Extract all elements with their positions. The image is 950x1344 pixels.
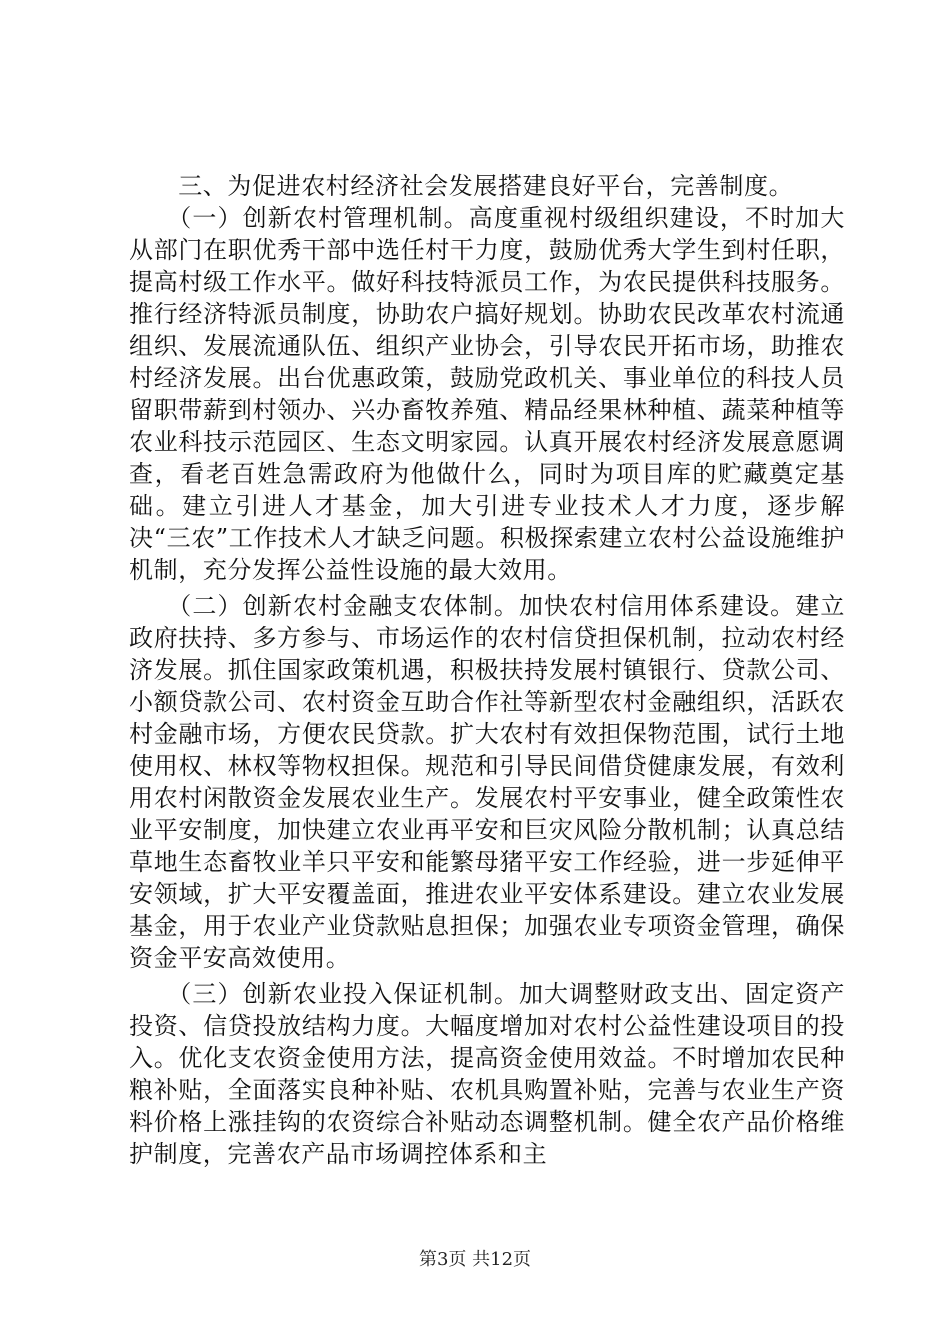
- section-heading: 三、为促进农村经济社会发展搭建良好平台，完善制度。: [129, 172, 794, 200]
- paragraph-agricultural-investment: （三）创新农业投入保证机制。加大调整财政支出、固定资产投资、信贷投放结构力度。大幅度增加对农村公益性建设项目的投入。优化支农资金使用方法，提高资金使用效益。不时增加农民种粮补贴，全面落实良种补贴、农机具购置补贴，完善与农业生产资料价格上涨挂钩的农资综合补贴动态调整机制。健全农产品价格维护制度，完善农产品市场调控体系和主: [129, 980, 845, 1168]
- page-number-footer: 第3页 共12页: [418, 1249, 532, 1270]
- paragraph-rural-finance: （二）创新农村金融支农体制。加快农村信用体系建设。建立政府扶持、多方参与、市场运作的农村信贷担保机制，拉动农村经济发展。抓住国家政策机遇，积极扶持发展村镇银行、贷款公司、小额贷款公司、农村资金互助合作社等新型农村金融组织，活跃农村金融市场，方便农民贷款。扩大农村有效担保物范围，试行土地使用权、林权等物权担保。规范和引导民间借贷健康发展，有效利用农村闲散资金发展农业生产。发展农村平安事业，健全政策性农业平安制度，加快建立农业再平安和巨灾风险分散机制；认真总结草地生态畜牧业羊只平安和能繁母猪平安工作经验，进一步延伸平安领域，扩大平安覆盖面，推进农业平安体系建设。建立农业发展基金，用于农业产业贷款贴息担保；加强农业专项资金管理，确保资金平安高效使用。: [129, 592, 845, 972]
- paragraph-rural-management: （一）创新农村管理机制。高度重视村级组织建设，不时加大从部门在职优秀干部中选任村干力度，鼓励优秀大学生到村任职，提高村级工作水平。做好科技特派员工作，为农民提供科技服务。推行经济特派员制度，协助农户搞好规划。协助农民改革农村流通组织、发展流通队伍、组织产业协会，引导农民开拓市场，助推农村经济发展。出台优惠政策，鼓励党政机关、事业单位的科技人员留职带薪到村领办、兴办畜牧养殖、精品经果林种植、蔬菜种植等农业科技示范园区、生态文明家园。认真开展农村经济发展意愿调查，看老百姓急需政府为他做什么，同时为项目库的贮藏奠定基础。建立引进人才基金，加大引进专业技术人才力度，逐步解决“三农”工作技术人才缺乏问题。积极探索建立农村公益设施维护机制，充分发挥公益性设施的最大效用。: [129, 204, 845, 584]
- document-body: [129, 170, 845, 1174]
